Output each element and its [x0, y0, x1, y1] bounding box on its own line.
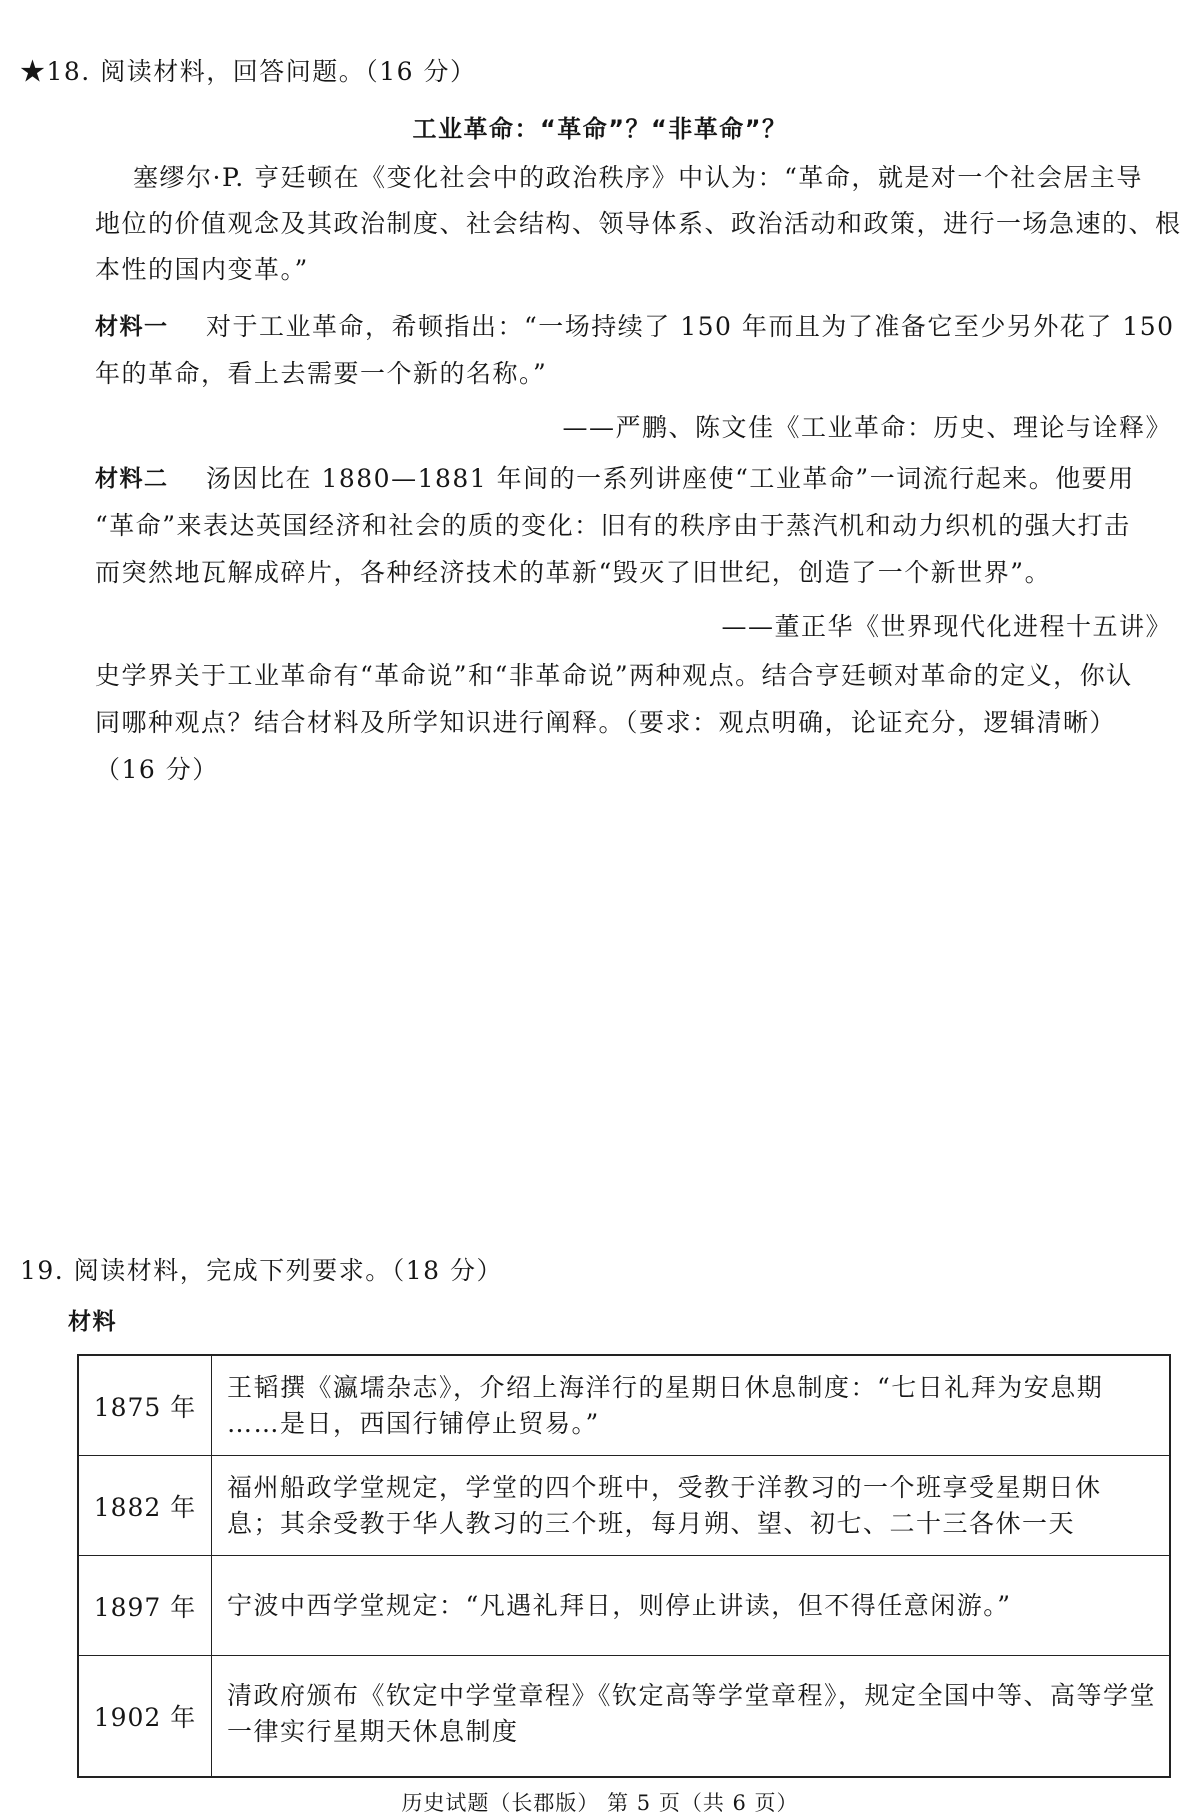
- material-1-line-1: 对于工业革命，希顿指出：“一场持续了 150 年而且为了准备它至少另外花了 150: [206, 312, 1175, 341]
- material-1-line-2: 年的革命，看上去需要一个新的名称。”: [95, 359, 548, 388]
- table-row: [79, 1656, 1169, 1776]
- material-2-line-3: 而突然地瓦解成碎片，各种经济技术的革新“毁灭了旧世纪，创造了一个新世界”。: [95, 558, 1052, 587]
- table-row: [79, 1456, 1169, 1556]
- description-line: 一律实行星期天休息制度: [227, 1717, 519, 1746]
- material-2-line-1: 汤因比在 1880—1881 年间的一系列讲座使“工业革命”一词流行起来。他要用: [206, 464, 1135, 493]
- year-cell: 1875 年: [79, 1356, 212, 1455]
- q18-intro-line-3: 本性的国内变革。”: [95, 255, 309, 284]
- q19-material-label: 材料: [68, 1309, 117, 1335]
- description-cell: [227, 1678, 1157, 1750]
- material-2-source: ——董正华《世界现代化进程十五讲》: [721, 612, 1172, 641]
- table-row: [79, 1556, 1169, 1656]
- material-table: [77, 1354, 1171, 1778]
- table-row: [79, 1356, 1169, 1456]
- material-1-source: ——严鹏、陈文佳《工业革命：历史、理论与诠释》: [562, 413, 1172, 442]
- q18-question-line-3: （16 分）: [95, 755, 219, 784]
- year-cell: 1897 年: [79, 1556, 212, 1655]
- year-cell: 1882 年: [79, 1456, 212, 1555]
- description-cell: [227, 1470, 1157, 1542]
- q18-intro-line-1: 塞缪尔·P. 亨廷顿在《变化社会中的政治秩序》中认为：“革命，就是对一个社会居主导: [133, 163, 1143, 192]
- description-cell: [227, 1370, 1157, 1442]
- material-2-label: 材料二: [95, 466, 169, 492]
- description-line: 息；其余受教于华人教习的三个班，每月朔、望、初七、二十三各休一天: [227, 1509, 1076, 1538]
- q18-intro-line-2: 地位的价值观念及其政治制度、社会结构、领导体系、政治活动和政策，进行一场急速的、根: [95, 209, 1182, 238]
- q18-question-line-2: 同哪种观点？结合材料及所学知识进行阐释。（要求：观点明确，论证充分，逻辑清晰）: [95, 708, 1117, 737]
- q18-title: 工业革命：“革命”？“非革命”？: [412, 115, 788, 143]
- page-footer: 历史试题（长郡版） 第 5 页（共 6 页）: [401, 1791, 799, 1815]
- q18-heading: ★18. 阅读材料，回答问题。（16 分）: [20, 57, 477, 86]
- description-cell: [227, 1588, 1157, 1624]
- description-line: 王韬撰《瀛壖杂志》，介绍上海洋行的星期日休息制度：“七日礼拜为安息期: [227, 1373, 1104, 1402]
- description-line: 福州船政学堂规定，学堂的四个班中，受教于洋教习的一个班享受星期日休: [227, 1473, 1102, 1502]
- description-line: ……是日，西国行铺停止贸易。”: [227, 1409, 600, 1438]
- material-2-line-2: “革命”来表达英国经济和社会的质的变化：旧有的秩序由于蒸汽机和动力织机的强大打击: [95, 511, 1131, 540]
- year-cell: 1902 年: [79, 1656, 212, 1776]
- description-line: 清政府颁布《钦定中学堂章程》《钦定高等学堂章程》，规定全国中等、高等学堂: [227, 1681, 1157, 1710]
- q18-question-line-1: 史学界关于工业革命有“革命说”和“非革命说”两种观点。结合亨廷顿对革命的定义，你认: [95, 661, 1133, 690]
- material-1-label: 材料一: [95, 314, 169, 340]
- description-line: 宁波中西学堂规定：“凡遇礼拜日，则停止讲读，但不得任意闲游。”: [227, 1591, 1012, 1620]
- q19-heading: 19. 阅读材料，完成下列要求。（18 分）: [20, 1256, 503, 1285]
